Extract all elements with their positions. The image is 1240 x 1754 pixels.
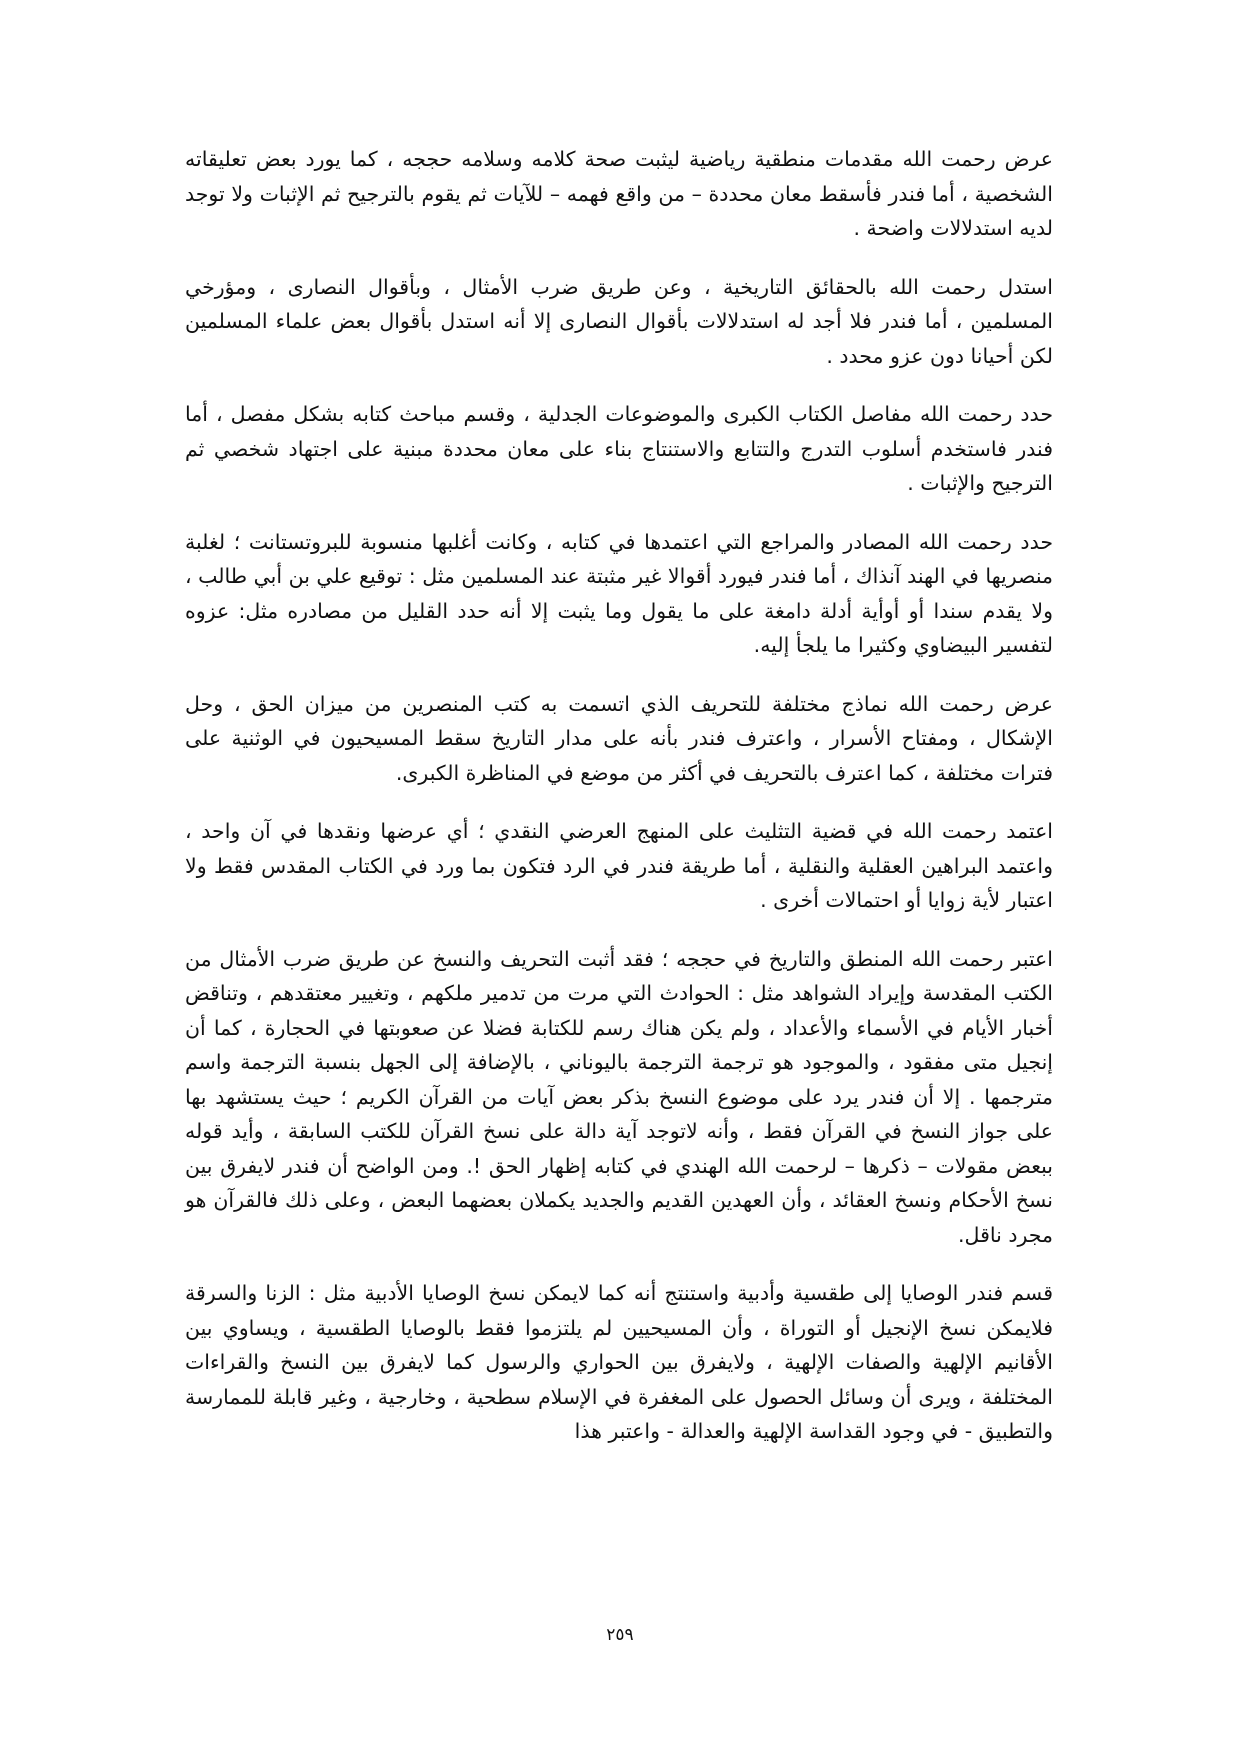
- paragraph-8: قسم فندر الوصايا إلى طقسية وأدبية واستنتج أنه كما لايمكن نسخ الوصايا الأدبية مثل : الزنا والسرقة فلايمكن نسخ الإنجيل أو التوراة ، وأن المسيحيين لم يلتزموا فقط بالوصايا الطقسية ، ويساوي بين الأقانيم الإلهية والصفات الإلهية ، ولايفرق بين الحواري والرسول كما لايفرق بين النسخ والقراءات المختلفة ، ويرى أن وسائل الحصول على المغفرة في الإسلام سطحية ، وخارجية ، وغير قابلة للممارسة والتطبيق - في وجود القداسة الإلهية والعدالة - واعتبر هذا: [185, 1281, 1053, 1443]
- paragraph-5: عرض رحمت الله نماذج مختلفة للتحريف الذي اتسمت به كتب المنصرين من ميزان الحق ، وحل الإشكال ، ومفتاح الأسرار ، واعترف فندر بأنه على مدار التاريخ سقط المسيحيون في الوثنية على فترات مختلفة ، كما اعترف بالتحريف في أكثر من موضع في المناظرة الكبرى.: [185, 691, 1053, 785]
- paragraph-6: اعتمد رحمت الله في قضية التثليث على المنهج العرضي النقدي ؛ أي عرضها ونقدها في آن واحد ، واعتمد البراهين العقلية والنقلية ، أما طريقة فندر في الرد فتكون بما ورد في الكتاب المقدس فقط ولا اعتبار لأية زوايا أو احتمالات أخرى .: [185, 819, 1053, 912]
- page-number: ٢٥٩: [606, 1625, 634, 1645]
- paragraph-4: حدد رحمت الله المصادر والمراجع التي اعتمدها في كتابه ، وكانت أغلبها منسوبة للبروتستانت ؛ لغلبة منصريها في الهند آنذاك ، أما فندر فيورد أقوالا غير مثبتة عند المسلمين مثل : توقيع علي بن أبي طالب ، ولا يقدم سندا أو أوأية أدلة دامغة على ما يقول وما يثبت إلا أنه حدد القليل من مصادره مثل: عزوه لتفسير البيضاوي وكثيرا ما يلجأ إليه.: [185, 529, 1053, 657]
- paragraph-1: عرض رحمت الله مقدمات منطقية رياضية ليثبت صحة كلامه وسلامه حججه ، كما يورد بعض تعليقاته الشخصية ، أما فندر فأسقط معان محددة – من واقع فهمه – للآيات ثم يقوم بالترجيح ثم الإثبات ولا توجد لديه استدلالات واضحة .: [185, 147, 1053, 240]
- page-body: [185, 142, 1053, 1473]
- paragraph-7: اعتبر رحمت الله المنطق والتاريخ في حججه ؛ فقد أثبت التحريف والنسخ عن طريق ضرب الأمثال من الكتب المقدسة وإيراد الشواهد مثل : الحوادث التي مرت من تدمير ملكهم ، وتغيير معتقدهم ، وتناقض أخبار الأيام في الأسماء والأعداد ، ولم يكن هناك رسم للكتابة فضلا عن صعوبتها في الحجارة ، كما أن إنجيل متى مفقود ، والموجود هو ترجمة الترجمة باليوناني ، بالإضافة إلى الجهل بنسبة الترجمة واسم مترجمها . إلا أن فندر يرد على موضوع النسخ بذكر بعض آيات من القرآن الكريم ؛ حيث يستشهد بها على جواز النسخ في القرآن فقط ، وأنه لاتوجد آية دالة على نسخ القرآن للكتب السابقة ، وأيد قوله ببعض مقولات – ذكرها – لرحمت الله الهندي في كتابه إظهار الحق !. ومن الواضح أن فندر لايفرق بين نسخ الأحكام ونسخ العقائد ، وأن العهدين القديم والجديد يكملان بعضهما البعض ، وعلى ذلك فالقرآن هو مجرد ناقل.: [185, 946, 1053, 1247]
- paragraph-3: حدد رحمت الله مفاصل الكتاب الكبرى والموضوعات الجدلية ، وقسم مباحث كتابه بشكل مفصل ، أما فندر فاستخدم أسلوب التدرج والتتابع والاستنتاج بناء على معان محددة مبنية على اجتهاد شخصي ثم الترجيح والإثبات .: [185, 402, 1053, 495]
- paragraph-2: استدل رحمت الله بالحقائق التاريخية ، وعن طريق ضرب الأمثال ، وبأقوال النصارى ، ومؤرخي المسلمين ، أما فندر فلا أجد له استدلالات بأقوال النصارى إلا أنه استدل بأقوال بعض علماء المسلمين لكن أحيانا دون عزو محدد .: [185, 274, 1053, 368]
